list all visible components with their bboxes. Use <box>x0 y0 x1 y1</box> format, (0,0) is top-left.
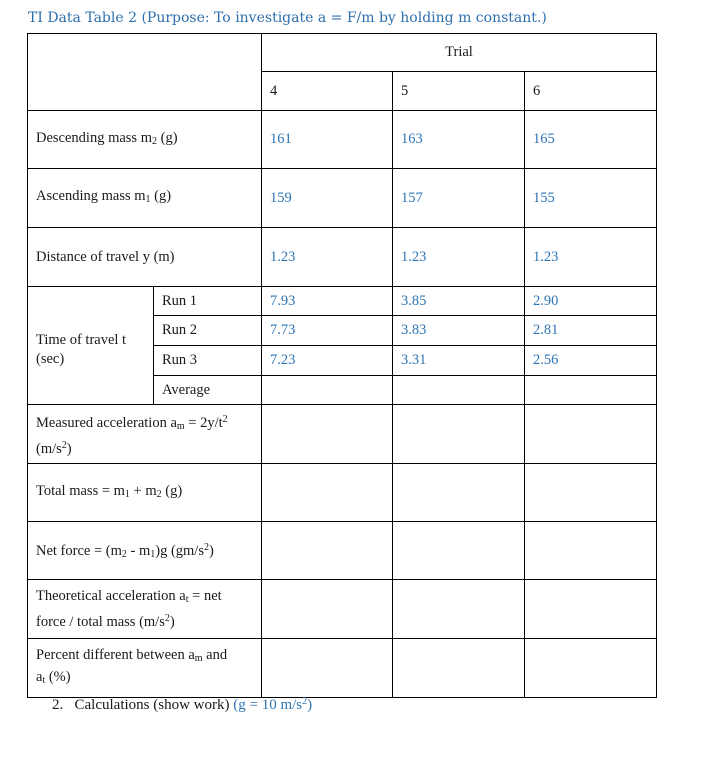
run-1-label: Run 1 <box>154 287 262 316</box>
trial-number-4: 4 <box>262 72 393 111</box>
cell-value: 161 <box>262 111 393 169</box>
empty-cell <box>262 405 393 464</box>
empty-cell <box>525 580 657 639</box>
cell-value: 1.23 <box>262 228 393 287</box>
run-3-label: Run 3 <box>154 346 262 376</box>
empty-cell <box>262 580 393 639</box>
table-row <box>28 405 657 464</box>
ascending-mass-label: Ascending mass $m_1$ (g) <box>28 169 262 228</box>
empty-cell <box>525 639 657 698</box>
cell-value: 7.23 <box>262 346 393 376</box>
cell-value: 165 <box>525 111 657 169</box>
data-table <box>27 33 657 698</box>
cell-value: 159 <box>262 169 393 228</box>
run-2-label: Run 2 <box>154 316 262 346</box>
cell-value: 155 <box>525 169 657 228</box>
cell-value: 7.73 <box>262 316 393 346</box>
cell-value: 7.93 <box>262 287 393 316</box>
time-of-travel-label: Time of travel t (sec) <box>28 287 154 405</box>
empty-cell <box>393 580 525 639</box>
descending-mass-label: Descending mass $m_2$ (g) <box>28 111 262 169</box>
theoretical-acceleration-label: Theoretical acceleration $a_t$ = net force / total mass $(m/s^2)$ <box>28 580 262 639</box>
empty-cell <box>525 522 657 580</box>
trial-number-5: 5 <box>393 72 525 111</box>
cell-value: 2.81 <box>525 316 657 346</box>
trial-number-6: 6 <box>525 72 657 111</box>
empty-cell <box>262 376 393 405</box>
cell-value: 2.56 <box>525 346 657 376</box>
net-force-label: Net force = $(m_2 - m_1)g$ $(gm/s^2)$ <box>28 522 262 580</box>
gravity-note: (g = 10 $m/s^2$) <box>233 696 313 713</box>
cell-value: 157 <box>393 169 525 228</box>
cell-value: 2.90 <box>525 287 657 316</box>
table-row <box>28 34 657 72</box>
corner-cell <box>28 34 262 111</box>
cell-value: 1.23 <box>525 228 657 287</box>
table-row <box>28 111 657 169</box>
empty-cell <box>262 522 393 580</box>
empty-cell <box>393 639 525 698</box>
empty-cell <box>393 464 525 522</box>
cell-value: 3.85 <box>393 287 525 316</box>
total-mass-label: Total mass = $m_1 + m_2$ (g) <box>28 464 262 522</box>
table-row <box>28 639 657 698</box>
percent-difference-label: Percent different between $a_m$ and $a_t$ (%) <box>28 639 262 698</box>
calculations-heading <box>52 696 312 714</box>
cell-value: 3.83 <box>393 316 525 346</box>
empty-cell <box>525 376 657 405</box>
empty-cell <box>525 464 657 522</box>
empty-cell <box>262 464 393 522</box>
cell-value: 163 <box>393 111 525 169</box>
list-number: 2. <box>52 697 64 713</box>
measured-acceleration-label: Measured acceleration $a_m = 2y/t^2$ $(m/s^2)$ <box>28 405 262 464</box>
empty-cell <box>525 405 657 464</box>
empty-cell <box>262 639 393 698</box>
average-label: Average <box>154 376 262 405</box>
table-row <box>28 228 657 287</box>
empty-cell <box>393 522 525 580</box>
cell-value: 1.23 <box>393 228 525 287</box>
empty-cell <box>393 405 525 464</box>
table-row <box>28 287 657 316</box>
table-row <box>28 464 657 522</box>
distance-label: Distance of travel y (m) <box>28 228 262 287</box>
empty-cell <box>393 376 525 405</box>
table-row <box>28 522 657 580</box>
cell-value: 3.31 <box>393 346 525 376</box>
table-row <box>28 580 657 639</box>
calculations-text: Calculations (show work) <box>74 697 234 713</box>
table-caption: TI Data Table 2 (Purpose: To investigate a = F/m by holding m constant.) <box>28 10 547 26</box>
trial-header: Trial <box>262 34 657 72</box>
table-row <box>28 169 657 228</box>
